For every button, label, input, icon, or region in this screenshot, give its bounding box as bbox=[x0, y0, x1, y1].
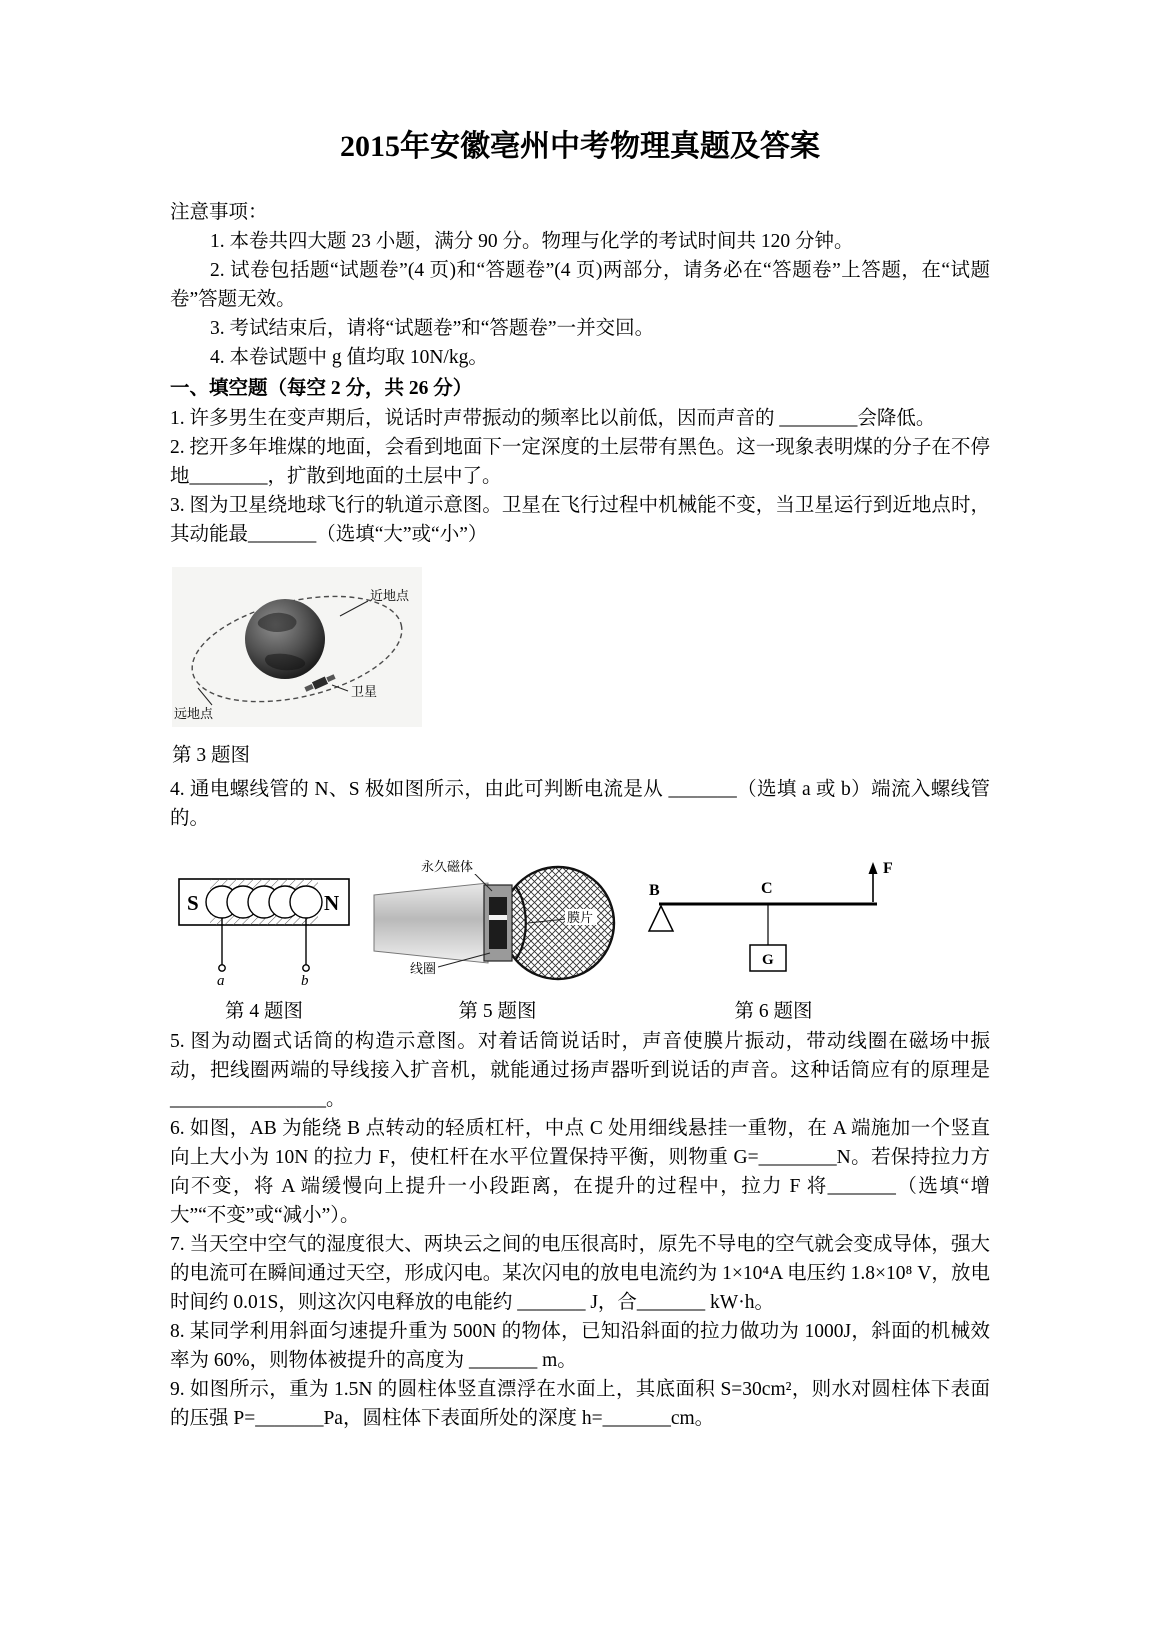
figure-5-caption: 第 5 题图 bbox=[458, 1001, 537, 1022]
terminal-b-label: b bbox=[301, 973, 309, 987]
satellite-orbit-drawing bbox=[172, 567, 422, 727]
point-b-label: B bbox=[649, 882, 660, 899]
notice-item-4: 4. 本卷试题中 g 值均取 10N/kg。 bbox=[209, 347, 488, 368]
perigee-label: 近地点 bbox=[370, 588, 410, 603]
question-8: 8. 某同学利用斜面匀速提升重为 500N 的物体，已知沿斜面的拉力做功为 1000J，斜面的机械效率为 60%，则物体被提升的高度为 _______ m。 bbox=[170, 1321, 990, 1371]
lever-drawing bbox=[641, 857, 906, 987]
magnet-core bbox=[489, 897, 507, 949]
question-7: 7. 当天空中空气的湿度很大、两块云之间的电压很高时，原先不导电的空气就会变成导体，强大的电流可在瞬间通过天空，形成闪电。某次闪电的放电电流约为 1×10⁴A 电压约 1.8×10⁸ V，放电时间约 0.01S，则这次闪电释放的电能约 _______ J，合_______ kW·h。 bbox=[170, 1234, 990, 1313]
figure-6-lever bbox=[641, 857, 906, 1023]
notices-header: 注意事项： bbox=[170, 202, 268, 223]
south-pole-label: S bbox=[187, 891, 199, 915]
terminal-a bbox=[219, 965, 225, 971]
figure-4-solenoid bbox=[174, 865, 354, 1023]
notice-item-2: 2. 试卷包括题“试题卷”(4 页)和“答题卷”(4 页)两部分，请务必在“答题卷”上答题，在“试题卷”答题无效。 bbox=[170, 260, 990, 310]
mic-body bbox=[374, 883, 488, 963]
figure-6-caption: 第 6 题图 bbox=[734, 1001, 813, 1022]
question-1: 1. 许多男生在变声期后，说话时声带振动的频率比以前低，因而声音的 ________会降低。 bbox=[170, 408, 936, 429]
apogee-label: 远地点 bbox=[174, 706, 214, 721]
question-9: 9. 如图所示，重为 1.5N 的圆柱体竖直漂浮在水面上，其底面积 S=30cm²，则水对圆柱体下表面的压强 P=_______Pa，圆柱体下表面所处的深度 h=_______cm。 bbox=[170, 1379, 990, 1429]
figure-5-microphone bbox=[370, 857, 625, 1023]
weight-g-label: G bbox=[762, 952, 774, 968]
point-c-label: C bbox=[761, 880, 773, 897]
question-3: 3. 图为卫星绕地球飞行的轨道示意图。卫星在飞行过程中机械能不变，当卫星运行到近地点时，其动能最_______（选填“大”或“小”） bbox=[170, 495, 990, 545]
terminal-a-label: a bbox=[217, 973, 225, 987]
section-1-heading: 一、填空题（每空 2 分，共 26 分） bbox=[170, 378, 473, 399]
question-5: 5. 图为动圈式话筒的构造示意图。对着话筒说话时，声音使膜片振动，带动线圈在磁场中振 动，把线圈两端的导线接入扩音机，就能通过扬声器听到说话的声音。这种话筒应有的原理是________________。 bbox=[170, 1031, 990, 1110]
terminal-b bbox=[303, 965, 309, 971]
notices-section bbox=[170, 198, 990, 372]
question-2: 2. 挖开多年堆煤的地面，会看到地面下一定深度的土层带有黑色。这一现象表明煤的分子在不停地________，扩散到地面的土层中了。 bbox=[170, 437, 990, 487]
mic-head-mesh bbox=[502, 867, 614, 979]
figures-row bbox=[174, 857, 990, 1023]
north-pole-label: N bbox=[324, 891, 340, 915]
force-arrow-head bbox=[869, 862, 878, 874]
question-6: 6. 如图，AB 为能绕 B 点转动的轻质杠杆，中点 C 处用细线悬挂一重物，在 A 端施加一个竖直向上大小为 10N 的拉力 F，使杠杆在水平位置保持平衡，则物重 G=________N。若保持拉力方向不变，将 A 端缓慢向上提升一小段距离，在提升的过程中，拉力 F 将_______（选填“增大”“不变”或“减小”）。 bbox=[170, 1118, 990, 1226]
force-f-label: F bbox=[883, 860, 893, 877]
diaphragm-label: 膜片 bbox=[567, 910, 594, 925]
question-4: 4. 通电螺线管的 N、S 极如图所示，由此可判断电流是从 _______（选填 a 或 b）端流入螺线管的。 bbox=[170, 779, 990, 829]
magnet-gap bbox=[489, 915, 507, 920]
coil-label: 线圈 bbox=[410, 961, 437, 976]
coil-loops bbox=[206, 886, 322, 918]
notice-item-3: 3. 考试结束后，请将“试题卷”和“答题卷”一并交回。 bbox=[209, 318, 655, 339]
figure-3-caption: 第 3 题图 bbox=[172, 745, 251, 766]
solenoid-drawing bbox=[174, 865, 354, 987]
figure-3-satellite-orbit bbox=[172, 567, 990, 767]
microphone-drawing bbox=[370, 857, 625, 987]
figure-4-caption: 第 4 题图 bbox=[224, 1001, 303, 1022]
magnet-label: 永久磁体 bbox=[421, 859, 474, 874]
document-title: 2015年安徽亳州中考物理真题及答案 bbox=[340, 130, 820, 163]
notice-item-1: 1. 本卷共四大题 23 小题，满分 90 分。物理与化学的考试时间共 120 分钟。 bbox=[209, 231, 854, 252]
satellite-label: 卫星 bbox=[351, 684, 378, 699]
fulcrum bbox=[649, 906, 673, 931]
